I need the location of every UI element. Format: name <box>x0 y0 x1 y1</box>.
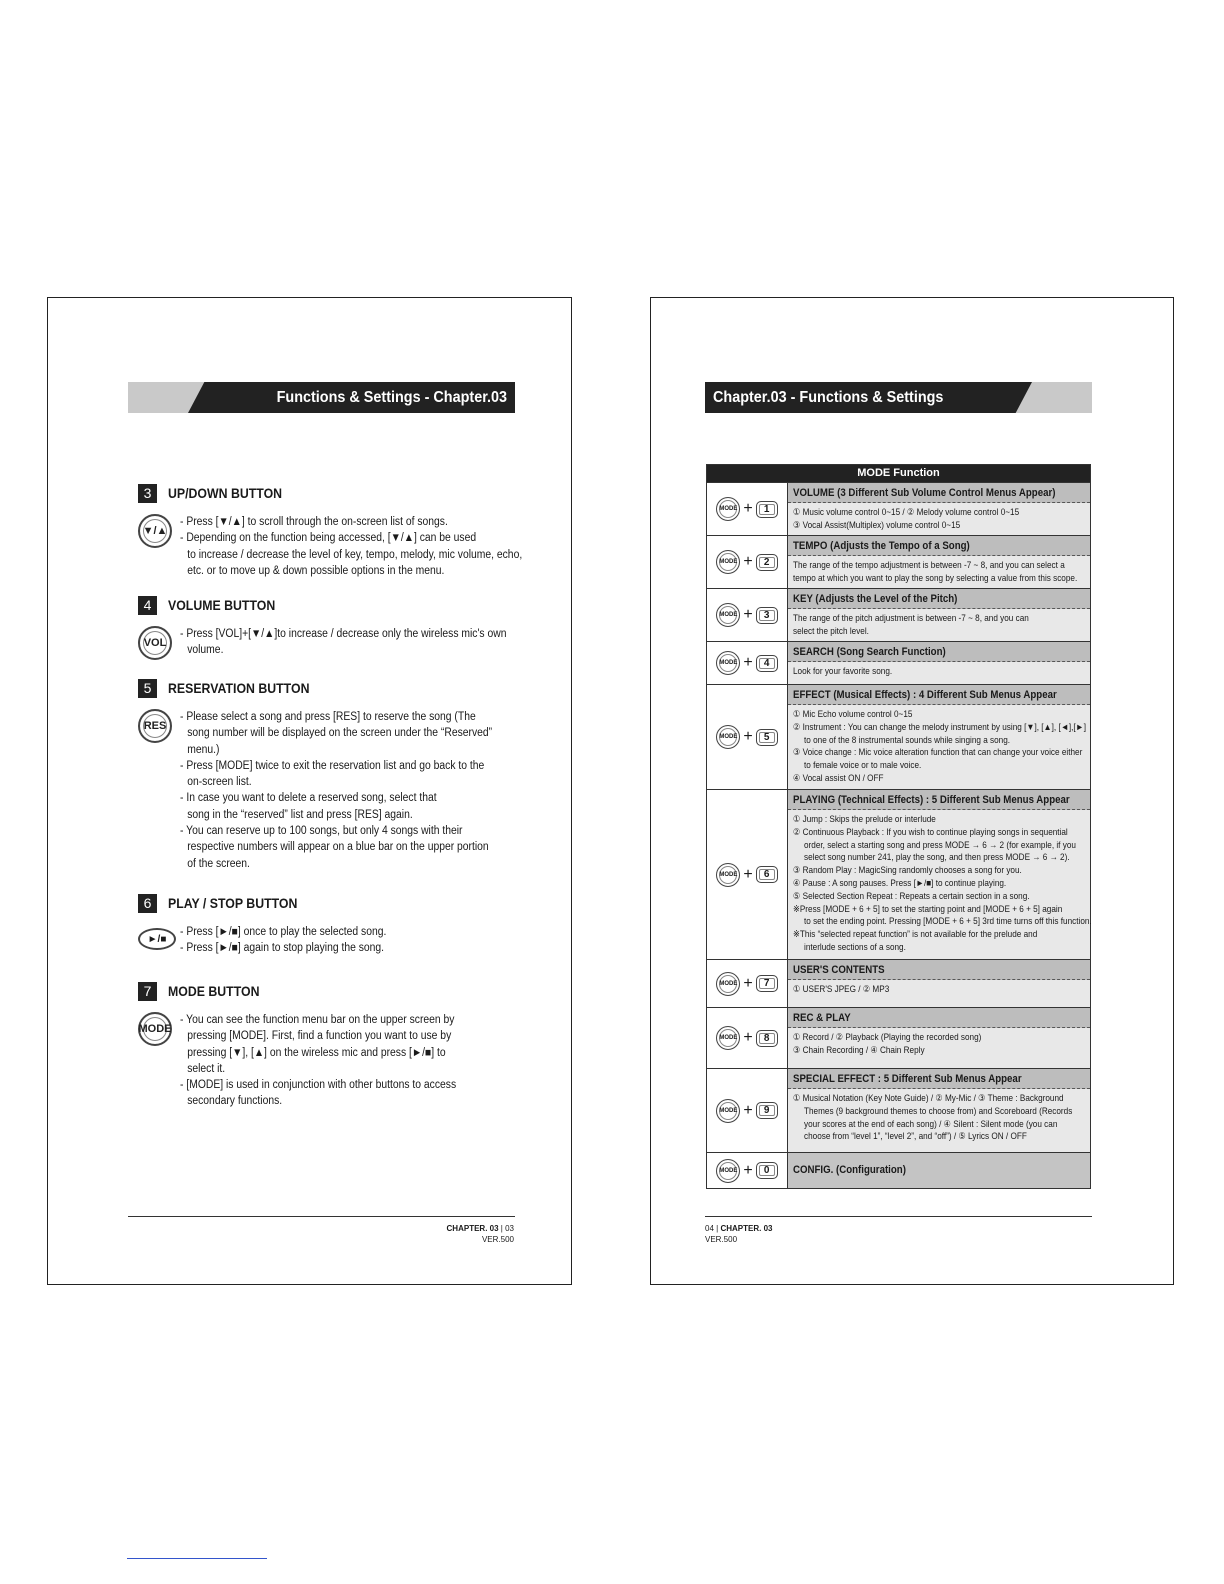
mode-row-line: ② Continuous Playback : If you wish to continue playing songs in sequential <box>793 826 1068 837</box>
mode-row-1 <box>707 482 1090 535</box>
section-text-line: respective numbers will appear on a blue bar on the upper portion <box>187 841 489 854</box>
plus-sign: + <box>743 865 753 883</box>
mode-key-icon: MODE <box>716 651 740 675</box>
mode-row-title <box>788 960 1090 980</box>
section-text-line: - Please select a song and press [RES] to reserve the song (The <box>180 711 476 723</box>
mode-function-table <box>706 464 1091 1189</box>
key-combo <box>707 1153 787 1188</box>
mode-row-line: ※Press [MODE + 6 + 5] to set the starting point and [MODE + 6 + 5] again <box>793 903 1063 914</box>
mode-row-3 <box>707 588 1090 641</box>
plus-sign: + <box>743 1161 753 1179</box>
key-combo <box>707 642 787 684</box>
mode-row-6 <box>707 789 1090 959</box>
mode-key-icon: MODE <box>716 863 740 887</box>
section-header <box>138 982 528 1002</box>
section-title: VOLUME BUTTON <box>168 597 276 613</box>
key-combo <box>707 1008 787 1068</box>
left-header-title: Functions & Settings - Chapter.03 <box>276 389 507 406</box>
section-text-line: - You can reserve up to 100 songs, but only 4 songs with their <box>180 825 463 838</box>
section-text-line: menu.) <box>187 743 220 756</box>
mode-key-icon: MODE <box>716 1026 740 1050</box>
mode-row-title <box>788 790 1090 810</box>
plus-sign: + <box>743 1029 753 1046</box>
mode-row-line: Themes (9 background themes to choose from) and Scoreboard (Records <box>804 1105 1073 1116</box>
mode-button-icon: MODE <box>138 1012 172 1046</box>
section-text-line: song number will be displayed on the screen under the “Reserved” <box>187 727 493 740</box>
mode-row-line: ※This “selected repeat function” is not available for the prelude and <box>793 929 1038 940</box>
number-key-icon: 5 <box>756 729 778 746</box>
left-footer: CHAPTER. 03 | 03 VER.500 <box>446 1224 514 1244</box>
mode-row-title <box>788 589 1090 609</box>
mode-row-line: ① Music volume control 0~15 / ② Melody volume control 0~15 <box>793 507 1020 517</box>
section-title: UP/DOWN BUTTON <box>168 485 283 501</box>
mode-key-icon: MODE <box>716 972 740 996</box>
plus-sign: + <box>743 1101 753 1119</box>
mode-row-line: ④ Pause : A song pauses. Press [►/■] to continue playing. <box>793 877 1007 888</box>
updown-button-icon: ▼/▲ <box>138 514 172 548</box>
section-text-line: volume. <box>187 644 224 657</box>
mode-row-line: tempo at which you want to play the song by selecting a value from this scope. <box>793 572 1078 583</box>
number-key-icon: 7 <box>756 975 778 992</box>
section-text-line: - Press [►/■] again to stop playing the song. <box>180 942 385 955</box>
footer-version: VER.500 <box>705 1235 738 1244</box>
right-page-header <box>705 382 1092 413</box>
right-page <box>650 297 1174 1285</box>
mode-row-line: ③ Chain Recording / ④ Chain Reply <box>793 1044 925 1055</box>
key-combo <box>707 483 787 535</box>
mode-row-title-text: KEY (Adjusts the Level of the Pitch) <box>793 593 958 605</box>
mode-row-line: to set the ending point. Pressing [MODE + 6 + 5] 3rd time turns off this function. <box>804 916 1092 927</box>
mode-row-7 <box>707 959 1090 1007</box>
mode-key-icon: MODE <box>716 1099 740 1123</box>
section-number: 6 <box>138 894 157 913</box>
mode-row-line: The range of the tempo adjustment is between -7 ~ 8, and you can select a <box>793 560 1065 570</box>
mode-row-line: ③ Vocal Assist(Multiplex) volume control 0~15 <box>793 519 961 530</box>
section-text-line: select it. <box>187 1062 226 1075</box>
mode-row-line: Look for your favorite song. <box>793 666 893 676</box>
mode-key-icon: MODE <box>716 603 740 627</box>
section-title: PLAY / STOP BUTTON <box>168 895 298 911</box>
mode-row-8 <box>707 1007 1090 1068</box>
mode-row-line: order, select a starting song and press MODE → 6 → 2 (for example, if you <box>804 839 1076 850</box>
number-key-icon: 2 <box>756 554 778 571</box>
section-text-line: pressing [MODE]. First, find a function you want to use by <box>187 1030 452 1043</box>
mode-row-line: your scores at the end of each song) / ④ Silent : Silent mode (you can <box>804 1118 1058 1129</box>
left-page-header <box>128 382 515 413</box>
section-text-line: - Press [MODE] twice to exit the reservation list and go back to the <box>180 759 485 772</box>
mode-table-title: MODE Function <box>707 465 1090 482</box>
section-header <box>138 679 528 699</box>
plus-sign: + <box>743 606 753 623</box>
number-key-icon: 3 <box>756 607 778 624</box>
mode-row-title-text: PLAYING (Technical Effects) : 5 Different Sub Menus Appear <box>793 794 1070 806</box>
mode-row-title <box>788 536 1090 556</box>
section-mode <box>138 982 528 1110</box>
mode-row-line: choose from “level 1”, “level 2”, and “off”) / ⑤ Lyrics ON / OFF <box>804 1131 1027 1142</box>
section-text-line: of the screen. <box>187 857 250 870</box>
number-key-icon: 1 <box>756 501 778 518</box>
mode-row-line: ① Jump : Skips the prelude or interlude <box>793 814 936 824</box>
mode-row-line: The range of the pitch adjustment is between -7 ~ 8, and you can <box>793 613 1029 623</box>
mode-row-line: ① Musical Notation (Key Note Guide) / ② My-Mic / ③ Theme : Background <box>793 1093 1064 1103</box>
mode-row-title-text: TEMPO (Adjusts the Tempo of a Song) <box>793 540 970 552</box>
mode-row-line: to female voice or to male voice. <box>804 760 922 771</box>
section-text-line: - Press [VOL]+[▼/▲]to increase / decrease only the wireless mic's own <box>180 628 507 640</box>
footer-page-number: 03 <box>505 1224 514 1233</box>
plus-sign: + <box>743 500 753 517</box>
section-number: 7 <box>138 982 157 1001</box>
mode-row-title <box>788 685 1090 705</box>
right-header-title: Chapter.03 - Functions & Settings <box>713 389 944 406</box>
key-combo <box>707 536 787 588</box>
mode-row-title <box>788 483 1090 503</box>
section-text-line: - [MODE] is used in conjunction with other buttons to access <box>180 1079 457 1092</box>
mode-row-9 <box>707 1068 1090 1152</box>
key-combo <box>707 960 787 1007</box>
link-underline <box>127 1558 267 1559</box>
mode-key-icon: MODE <box>716 1159 740 1183</box>
mode-row-line: select the pitch level. <box>793 625 869 636</box>
footer-chapter: CHAPTER. 03 <box>446 1224 499 1233</box>
number-key-icon: 9 <box>756 1102 778 1119</box>
section-text-line: - Press [▼/▲] to scroll through the on-screen list of songs. <box>180 516 448 528</box>
number-key-icon: 4 <box>756 655 778 672</box>
mode-row-title-text: SEARCH (Song Search Function) <box>793 646 946 658</box>
mode-row-0 <box>707 1152 1090 1188</box>
mode-row-title-text: USER'S CONTENTS <box>793 964 885 976</box>
left-page <box>47 297 572 1285</box>
section-header <box>138 596 528 616</box>
section-title: RESERVATION BUTTON <box>168 680 310 696</box>
section-play-stop <box>138 894 528 957</box>
mode-row-5 <box>707 684 1090 789</box>
section-text-line: - In case you want to delete a reserved song, select that <box>180 792 437 805</box>
footer-rule <box>128 1216 515 1217</box>
section-number: 4 <box>138 596 157 615</box>
mode-row-title <box>788 1008 1090 1028</box>
key-combo <box>707 685 787 789</box>
plus-sign: + <box>743 553 753 570</box>
mode-key-icon: MODE <box>716 497 740 521</box>
mode-row-line: ⑤ Selected Section Repeat : Repeats a certain section in a song. <box>793 890 1030 901</box>
footer-page-number: 04 <box>705 1224 714 1233</box>
mode-row-line: select song number 241, play the song, and then press MODE → 6 → 2). <box>804 852 1070 863</box>
number-key-icon: 6 <box>756 866 778 883</box>
mode-key-icon: MODE <box>716 550 740 574</box>
mode-row-title-text: VOLUME (3 Different Sub Volume Control Menus Appear) <box>793 487 1056 499</box>
key-combo <box>707 589 787 641</box>
mode-row-line: ④ Vocal assist ON / OFF <box>793 772 884 783</box>
plus-sign: + <box>743 654 753 671</box>
mode-key-icon: MODE <box>716 725 740 749</box>
plus-sign: + <box>743 974 753 992</box>
section-text-line: secondary functions. <box>187 1095 283 1108</box>
mode-row-line: interlude sections of a song. <box>804 941 906 952</box>
mode-row-line: to one of the 8 instrumental sounds while singing a song. <box>804 734 1011 745</box>
mode-row-4 <box>707 641 1090 684</box>
footer-chapter: CHAPTER. 03 <box>720 1224 773 1233</box>
mode-row-title-text: REC & PLAY <box>793 1012 851 1024</box>
mode-row-title-text: CONFIG. (Configuration) <box>793 1164 906 1176</box>
volume-button-icon: VOL <box>138 626 172 660</box>
play-stop-button-icon: ►/■ <box>138 928 176 950</box>
mode-row-title <box>788 642 1090 662</box>
mode-row-title <box>788 1153 1090 1188</box>
section-text-line: on-screen list. <box>187 776 252 789</box>
section-text-line: song in the “reserved” list and press [RES] again. <box>187 808 413 821</box>
key-combo <box>707 790 787 959</box>
key-combo <box>707 1069 787 1152</box>
section-text-line: etc. or to move up & down possible options in the menu. <box>187 564 445 577</box>
mode-row-line: ① Mic Echo volume control 0~15 <box>793 709 913 719</box>
section-number: 5 <box>138 679 157 698</box>
mode-row-title <box>788 1069 1090 1089</box>
section-header <box>138 484 528 504</box>
section-text-line: pressing [▼], [▲] on the wireless mic and press [►/■] to <box>187 1046 446 1059</box>
section-text-line: - Depending on the function being accessed, [▼/▲] can be used <box>180 532 477 545</box>
section-updown <box>138 484 528 579</box>
section-volume <box>138 596 528 659</box>
plus-sign: + <box>743 728 753 745</box>
number-key-icon: 8 <box>756 1030 778 1047</box>
footer-rule <box>705 1216 1092 1217</box>
section-text-line: - Press [►/■] once to play the selected song. <box>180 926 387 938</box>
section-header <box>138 894 528 914</box>
reservation-button-icon: RES <box>138 709 172 743</box>
number-key-icon: 0 <box>756 1162 778 1179</box>
section-number: 3 <box>138 484 157 503</box>
mode-row-line: ③ Voice change : Mic voice alteration function that can change your voice either <box>793 747 1083 758</box>
mode-row-2 <box>707 535 1090 588</box>
mode-row-line: ① Record / ② Playback (Playing the recorded song) <box>793 1032 982 1042</box>
section-text-line: - You can see the function menu bar on the upper screen by <box>180 1014 455 1026</box>
section-title: MODE BUTTON <box>168 983 260 999</box>
section-text-line: to increase / decrease the level of key, tempo, melody, mic volume, echo, <box>187 548 523 561</box>
mode-row-title-text: SPECIAL EFFECT : 5 Different Sub Menus Appear <box>793 1073 1022 1085</box>
mode-row-line: ③ Random Play : MagicSing randomly chooses a song for you. <box>793 865 1022 876</box>
footer-version: VER.500 <box>481 1235 514 1244</box>
mode-row-title-text: EFFECT (Musical Effects) : 4 Different Sub Menus Appear <box>793 689 1057 701</box>
mode-row-line: ② Instrument : You can change the melody instrument by using [▼], [▲], [◄],[►] <box>793 721 1087 732</box>
right-footer: 04 | CHAPTER. 03 VER.500 <box>705 1224 773 1244</box>
mode-row-line: ① USER'S JPEG / ② MP3 <box>793 984 890 994</box>
section-reservation <box>138 679 528 872</box>
